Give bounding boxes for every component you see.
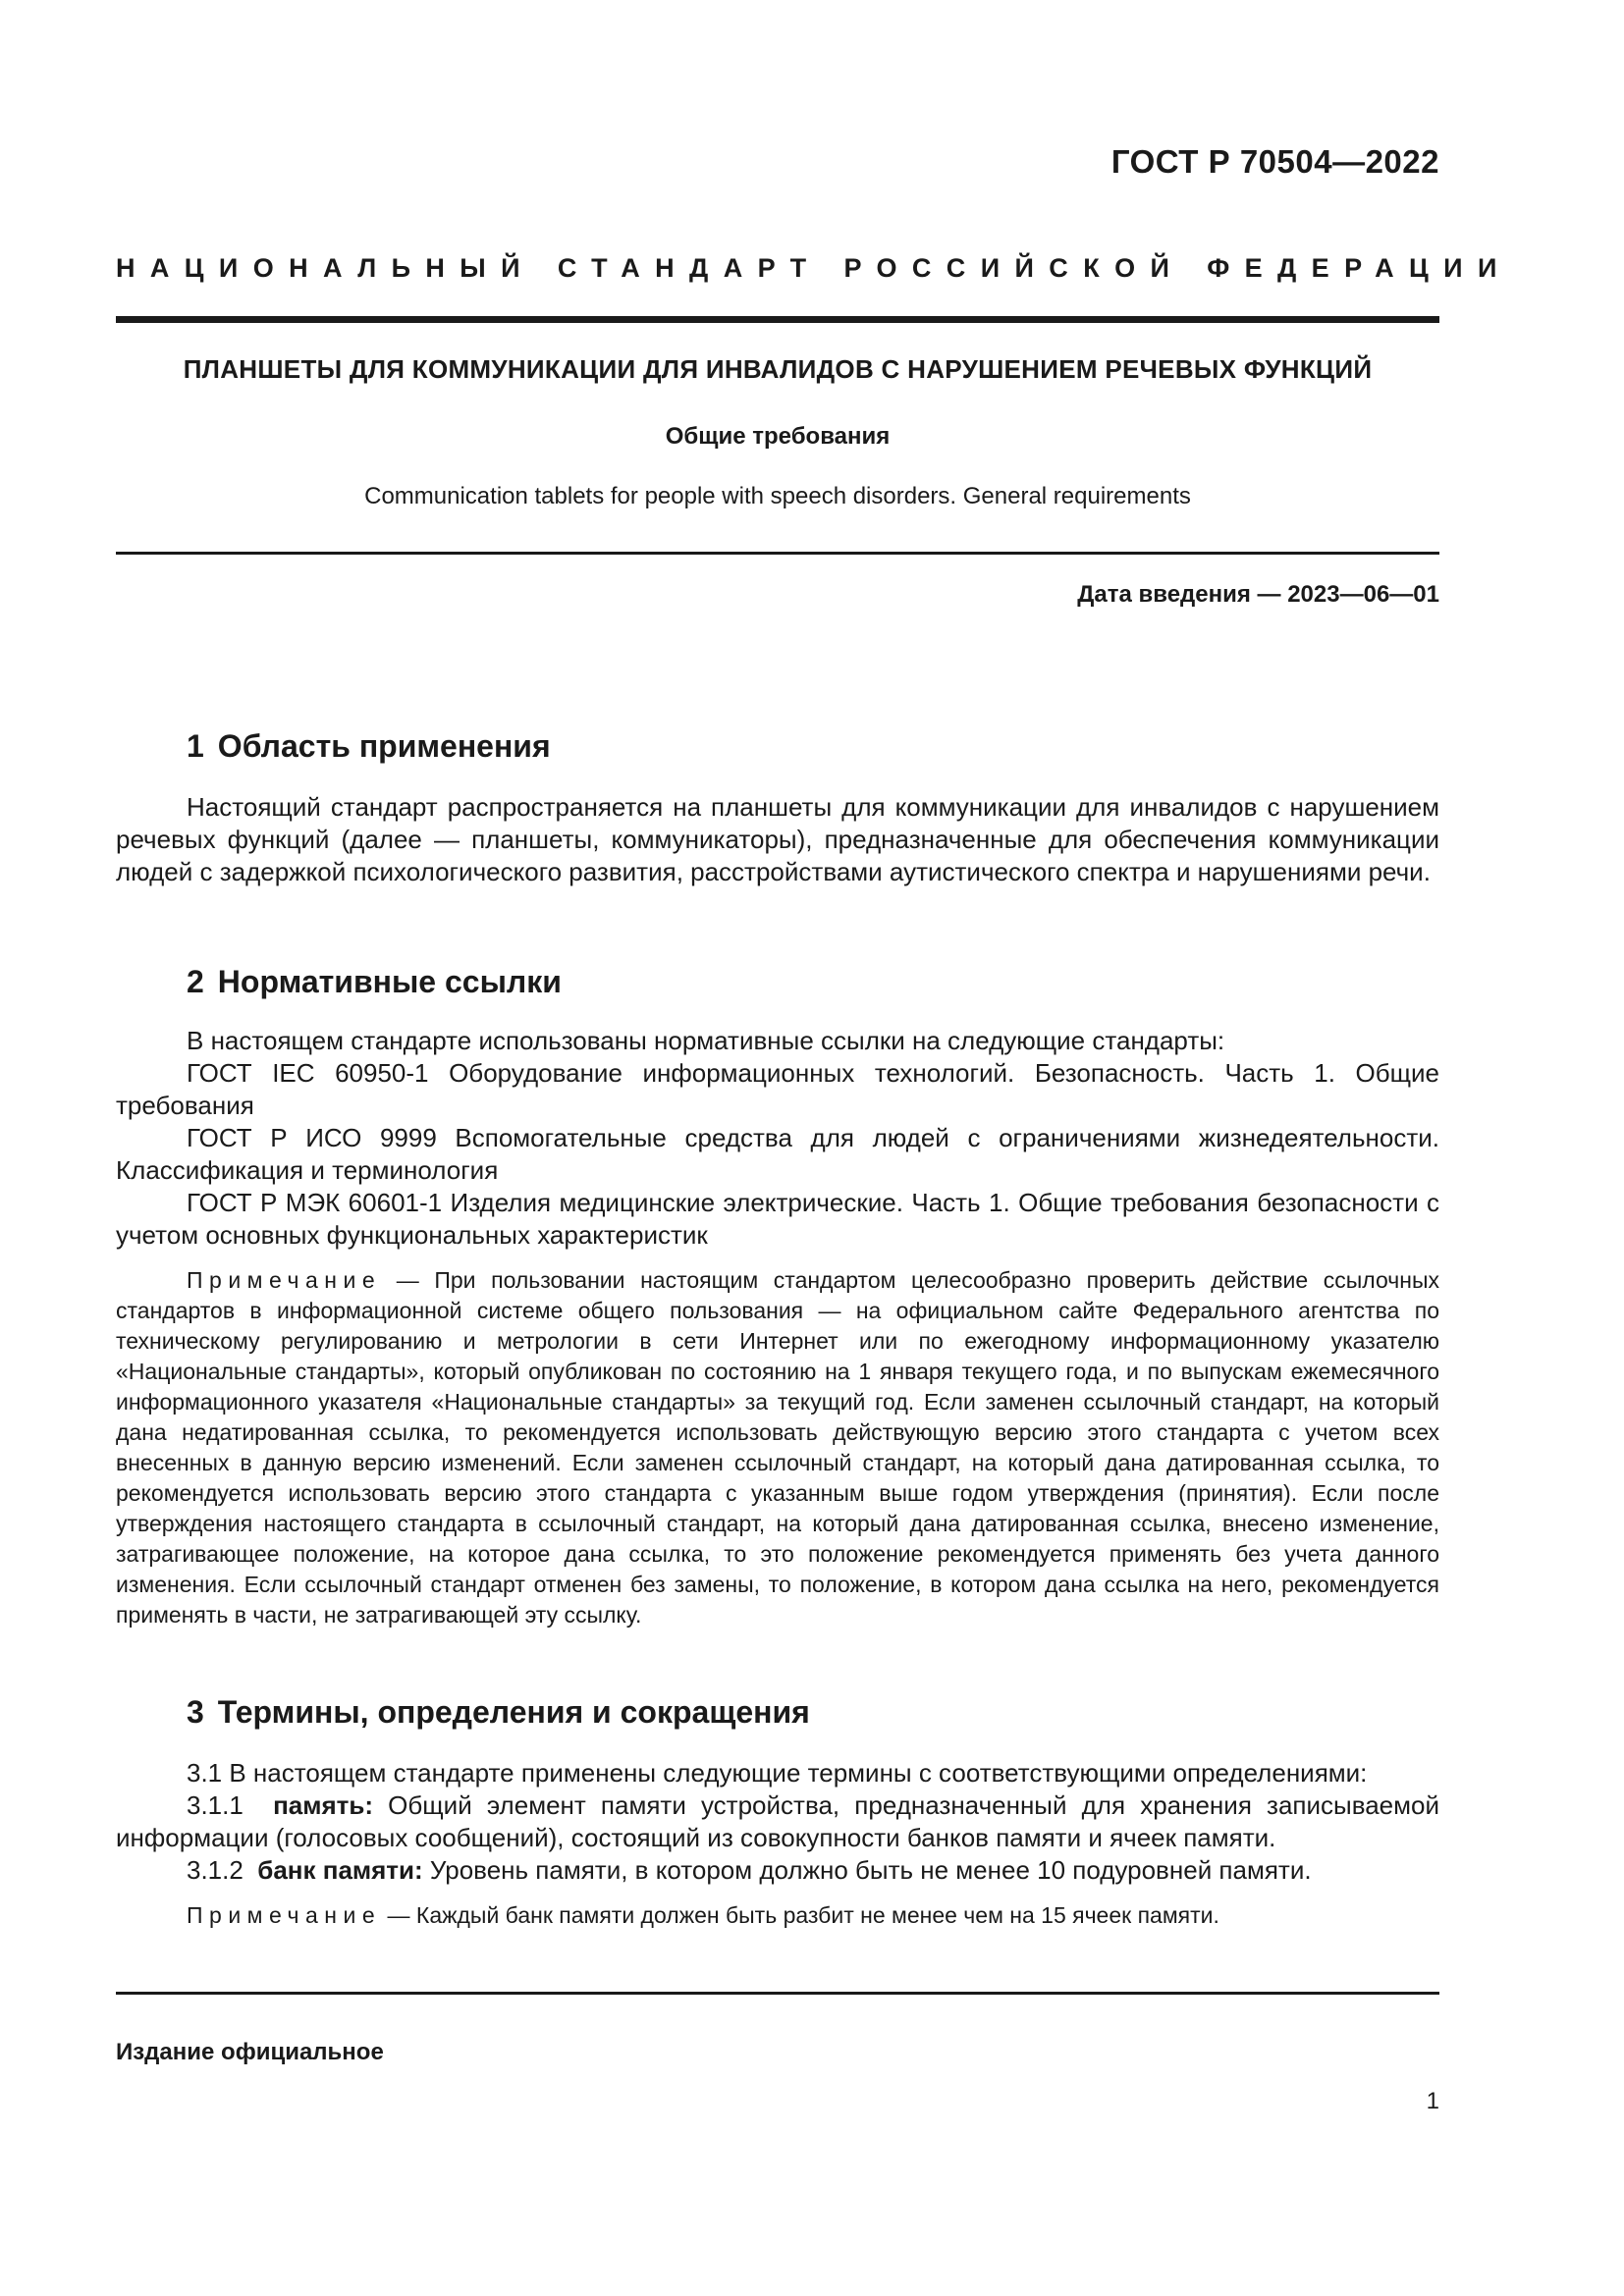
section-title: Нормативные ссылки — [217, 964, 562, 999]
terms-note — [116, 1900, 1439, 1931]
header-divider — [116, 316, 1439, 323]
term-definition: Общий элемент памяти устройства, предназначенный для хранения записываемой информации (голосовых сообщений), состоящий из совокупности банков памяти и ячеек памяти. — [116, 1790, 1439, 1852]
references-note — [116, 1265, 1439, 1630]
term-definition: Уровень памяти, в котором должно быть не менее 10 подуровней памяти. — [422, 1855, 1312, 1885]
introduction-date: Дата введения — 2023—06—01 — [1077, 581, 1439, 608]
section-normative-references — [116, 962, 1439, 1630]
section-title: Термины, определения и сокращения — [217, 1694, 810, 1730]
term-number: 3.1.1 — [187, 1790, 244, 1820]
note-text: — При пользовании настоящим стандартом целесообразно проверить действие ссылочных стандартов в информационной системе общего пользования — на официальном сайте Федерального агентства по техническому регулированию и метрологии в сети Интернет или по ежегодному информационному указателю «Национальные стандарты», который опубликован по состоянию на 1 января текущего года, и по выпускам ежемесячного информационного указателя «Национальные стандарты» за текущий год. Если заменен ссылочный стандарт, на который дана недатированная ссылка, то рекомендуется использовать действующую версию этого стандарта с учетом всех внесенных в данную версию изменений. Если заменен ссылочный стандарт, на который дана датированная ссылка, то рекомендуется использовать версию этого стандарта с указанным выше годом утверждения (принятия). Если после утверждения настоящего стандарта в ссылочный стандарт, на который дана датированная ссылка, внесено изменение, затрагивающее положение, на которое дана ссылка, то это положение рекомендуется применять без учета данного изменения. Если ссылочный стандарт отменен без замены, то положение, в котором дана ссылка на него, рекомендуется применять в части, не затрагивающей эту ссылку. — [116, 1267, 1439, 1628]
section-scope — [116, 726, 1439, 888]
national-standard-title: НАЦИОНАЛЬНЫЙ СТАНДАРТ РОССИЙСКОЙ ФЕДЕРАЦИИ — [116, 253, 1512, 283]
references-intro: В настоящем стандарте использованы нормативные ссылки на следующие стандарты: — [187, 1026, 1225, 1055]
term-name: банк памяти: — [257, 1855, 423, 1885]
footer-divider — [116, 1992, 1439, 1995]
term-entry — [116, 1854, 1439, 1887]
reference-item: ГОСТ Р МЭК 60601-1 Изделия медицинские электрические. Часть 1. Общие требования безопасности с учетом основных функциональных характеристик — [116, 1188, 1439, 1250]
note-label: Примечание — [187, 1902, 382, 1928]
section-title: Область применения — [217, 728, 551, 764]
reference-item: ГОСТ IEC 60950-1 Оборудование информационных технологий. Безопасность. Часть 1. Общие требования — [116, 1058, 1439, 1120]
term-entry — [116, 1789, 1439, 1854]
section-heading — [116, 962, 1439, 1001]
note-text: — Каждый банк памяти должен быть разбит не менее чем на 15 ячеек памяти. — [381, 1902, 1219, 1928]
note-label: Примечание — [187, 1267, 382, 1293]
english-title: Communication tablets for people with speech disorders. General requirements — [364, 483, 1191, 509]
title-divider — [116, 552, 1439, 555]
section-heading — [116, 726, 1439, 766]
scope-paragraph: Настоящий стандарт распространяется на планшеты для коммуникации для инвалидов с нарушением речевых функций (далее — планшеты, коммуникаторы), предназначенные для обеспечения коммуникации людей с задержкой психологического развития, расстройствами аутистического спектра и нарушениями речи. — [116, 792, 1439, 886]
document-id: ГОСТ Р 70504—2022 — [1110, 143, 1439, 180]
document-page — [116, 0, 1512, 2296]
term-number: 3.1.2 — [187, 1855, 244, 1885]
standard-title: ПЛАНШЕТЫ ДЛЯ КОММУНИКАЦИИ ДЛЯ ИНВАЛИДОВ С НАРУШЕНИЕМ РЕЧЕВЫХ ФУНКЦИЙ — [183, 354, 1373, 384]
term-name: память: — [273, 1790, 374, 1820]
official-edition-label: Издание официальное — [116, 2039, 384, 2065]
section-number: 2 — [187, 964, 204, 999]
reference-item: ГОСТ Р ИСО 9999 Вспомогательные средства для людей с ограничениями жизнедеятельности. Классификация и терминология — [116, 1123, 1439, 1185]
standard-subtitle: Общие требования — [665, 423, 891, 450]
section-number: 1 — [187, 728, 204, 764]
terms-intro: 3.1 В настоящем стандарте применены следующие термины с соответствующими определениями: — [187, 1758, 1368, 1788]
section-number: 3 — [187, 1694, 204, 1730]
section-heading — [116, 1692, 1439, 1732]
section-terms — [116, 1692, 1439, 1931]
page-number: 1 — [1426, 2088, 1439, 2114]
